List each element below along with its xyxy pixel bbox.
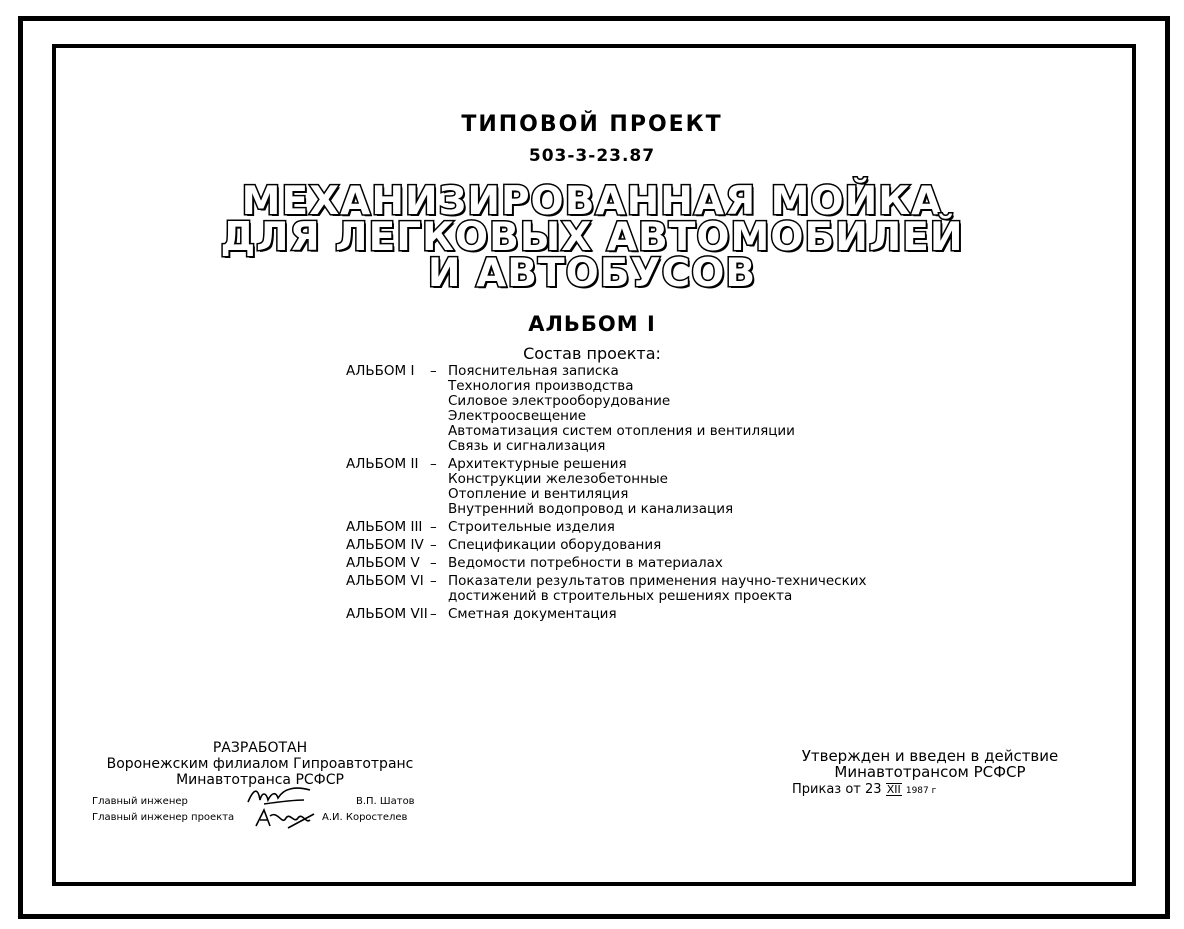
album-item: Отопление и вентиляция	[448, 486, 629, 502]
album-row-5: АЛЬБОМ V – Ведомости потребности в материалах	[346, 555, 723, 571]
album-row-4: АЛЬБОМ IV – Спецификации оборудования	[346, 537, 662, 553]
project-code: 503-3-23.87	[528, 146, 656, 166]
album-item: Технология производства	[448, 378, 634, 394]
album-row-2: АЛЬБОМ II – Архитектурные решения Конструкции железобетонные Отопление и вентиляция Внутренний водопровод и канализация	[346, 456, 734, 517]
album-item: Внутренний водопровод и канализация	[448, 501, 734, 517]
album-item: Архитектурные решения	[448, 456, 627, 472]
album-item: Автоматизация систем отопления и вентиляции	[448, 423, 795, 439]
album-item: Спецификации оборудования	[448, 537, 662, 553]
chief-engineer-label: Главный инженер	[92, 796, 188, 807]
album-item: Показатели результатов применения научно-технических	[448, 573, 867, 589]
album-label: АЛЬБОМ VII	[346, 606, 428, 622]
album-label: АЛЬБОМ II	[346, 456, 419, 472]
order-year: 1987 г	[905, 786, 937, 796]
album-item: Ведомости потребности в материалах	[448, 555, 723, 571]
developer-line-2: Воронежским филиалом Гипроавтотранс	[106, 756, 414, 772]
title-line-1: МЕХАНИЗИРОВАННАЯ МОЙКА	[241, 179, 943, 224]
project-engineer-label: Главный инженер проекта	[92, 812, 235, 823]
album-item: достижений в строительных решениях проекта	[448, 588, 793, 604]
album-item: Пояснительная записка	[448, 363, 619, 379]
project-type-label: ТИПОВОЙ ПРОЕКТ	[461, 112, 723, 137]
album-row-1: АЛЬБОМ I – Пояснительная записка Технология производства Силовое электрооборудование Электроосвещение Автоматизация систем отопления и вентиляции Связь и сигнализация	[346, 363, 795, 454]
signature-chief-engineer	[244, 784, 314, 808]
album-heading: АЛЬБОМ I	[528, 312, 656, 336]
album-row-3: АЛЬБОМ III – Строительные изделия	[346, 519, 615, 535]
chief-engineer-name: В.П. Шатов	[356, 796, 415, 807]
album-item: Связь и сигнализация	[448, 438, 606, 454]
album-row-7: АЛЬБОМ VII – Сметная документация	[346, 606, 617, 622]
album-label: АЛЬБОМ I	[346, 363, 415, 379]
project-engineer-name: А.И. Коростелев	[322, 812, 408, 823]
signature-project-engineer	[252, 806, 318, 832]
developer-line-3: Минавтотранса РСФСР	[176, 772, 344, 788]
composition-list	[346, 364, 867, 622]
album-item: Сметная документация	[448, 606, 617, 622]
album-label: АЛЬБОМ IV	[346, 537, 424, 553]
album-item: Электроосвещение	[448, 408, 587, 424]
album-item: Строительные изделия	[448, 519, 615, 535]
album-item: Силовое электрооборудование	[448, 393, 671, 409]
album-row-6: АЛЬБОМ VI – Показатели результатов применения научно-технических достижений в строительных решениях проекта	[346, 573, 867, 604]
title-line-2: ДЛЯ ЛЕГКОВЫХ АВТОМОБИЛЕЙ	[220, 215, 964, 260]
approval-line-1: Утвержден и введен в действие	[801, 747, 1059, 765]
order-prefix: Приказ от 23	[792, 782, 882, 797]
title-line-3: И АВТОБУСОВ	[427, 251, 757, 296]
developer-block	[80, 740, 440, 788]
album-label: АЛЬБОМ VI	[346, 573, 424, 589]
composition-heading: Состав проекта:	[523, 344, 661, 363]
album-label: АЛЬБОМ III	[346, 519, 423, 535]
approval-line-2: Минавтотрансом РСФСР	[834, 763, 1026, 781]
order-line	[792, 782, 936, 797]
album-item: Конструкции железобетонные	[448, 471, 668, 487]
order-month: XII	[886, 783, 901, 796]
album-label: АЛЬБОМ V	[346, 555, 420, 571]
developer-line-1: РАЗРАБОТАН	[212, 740, 308, 756]
approval-block	[780, 748, 1080, 780]
